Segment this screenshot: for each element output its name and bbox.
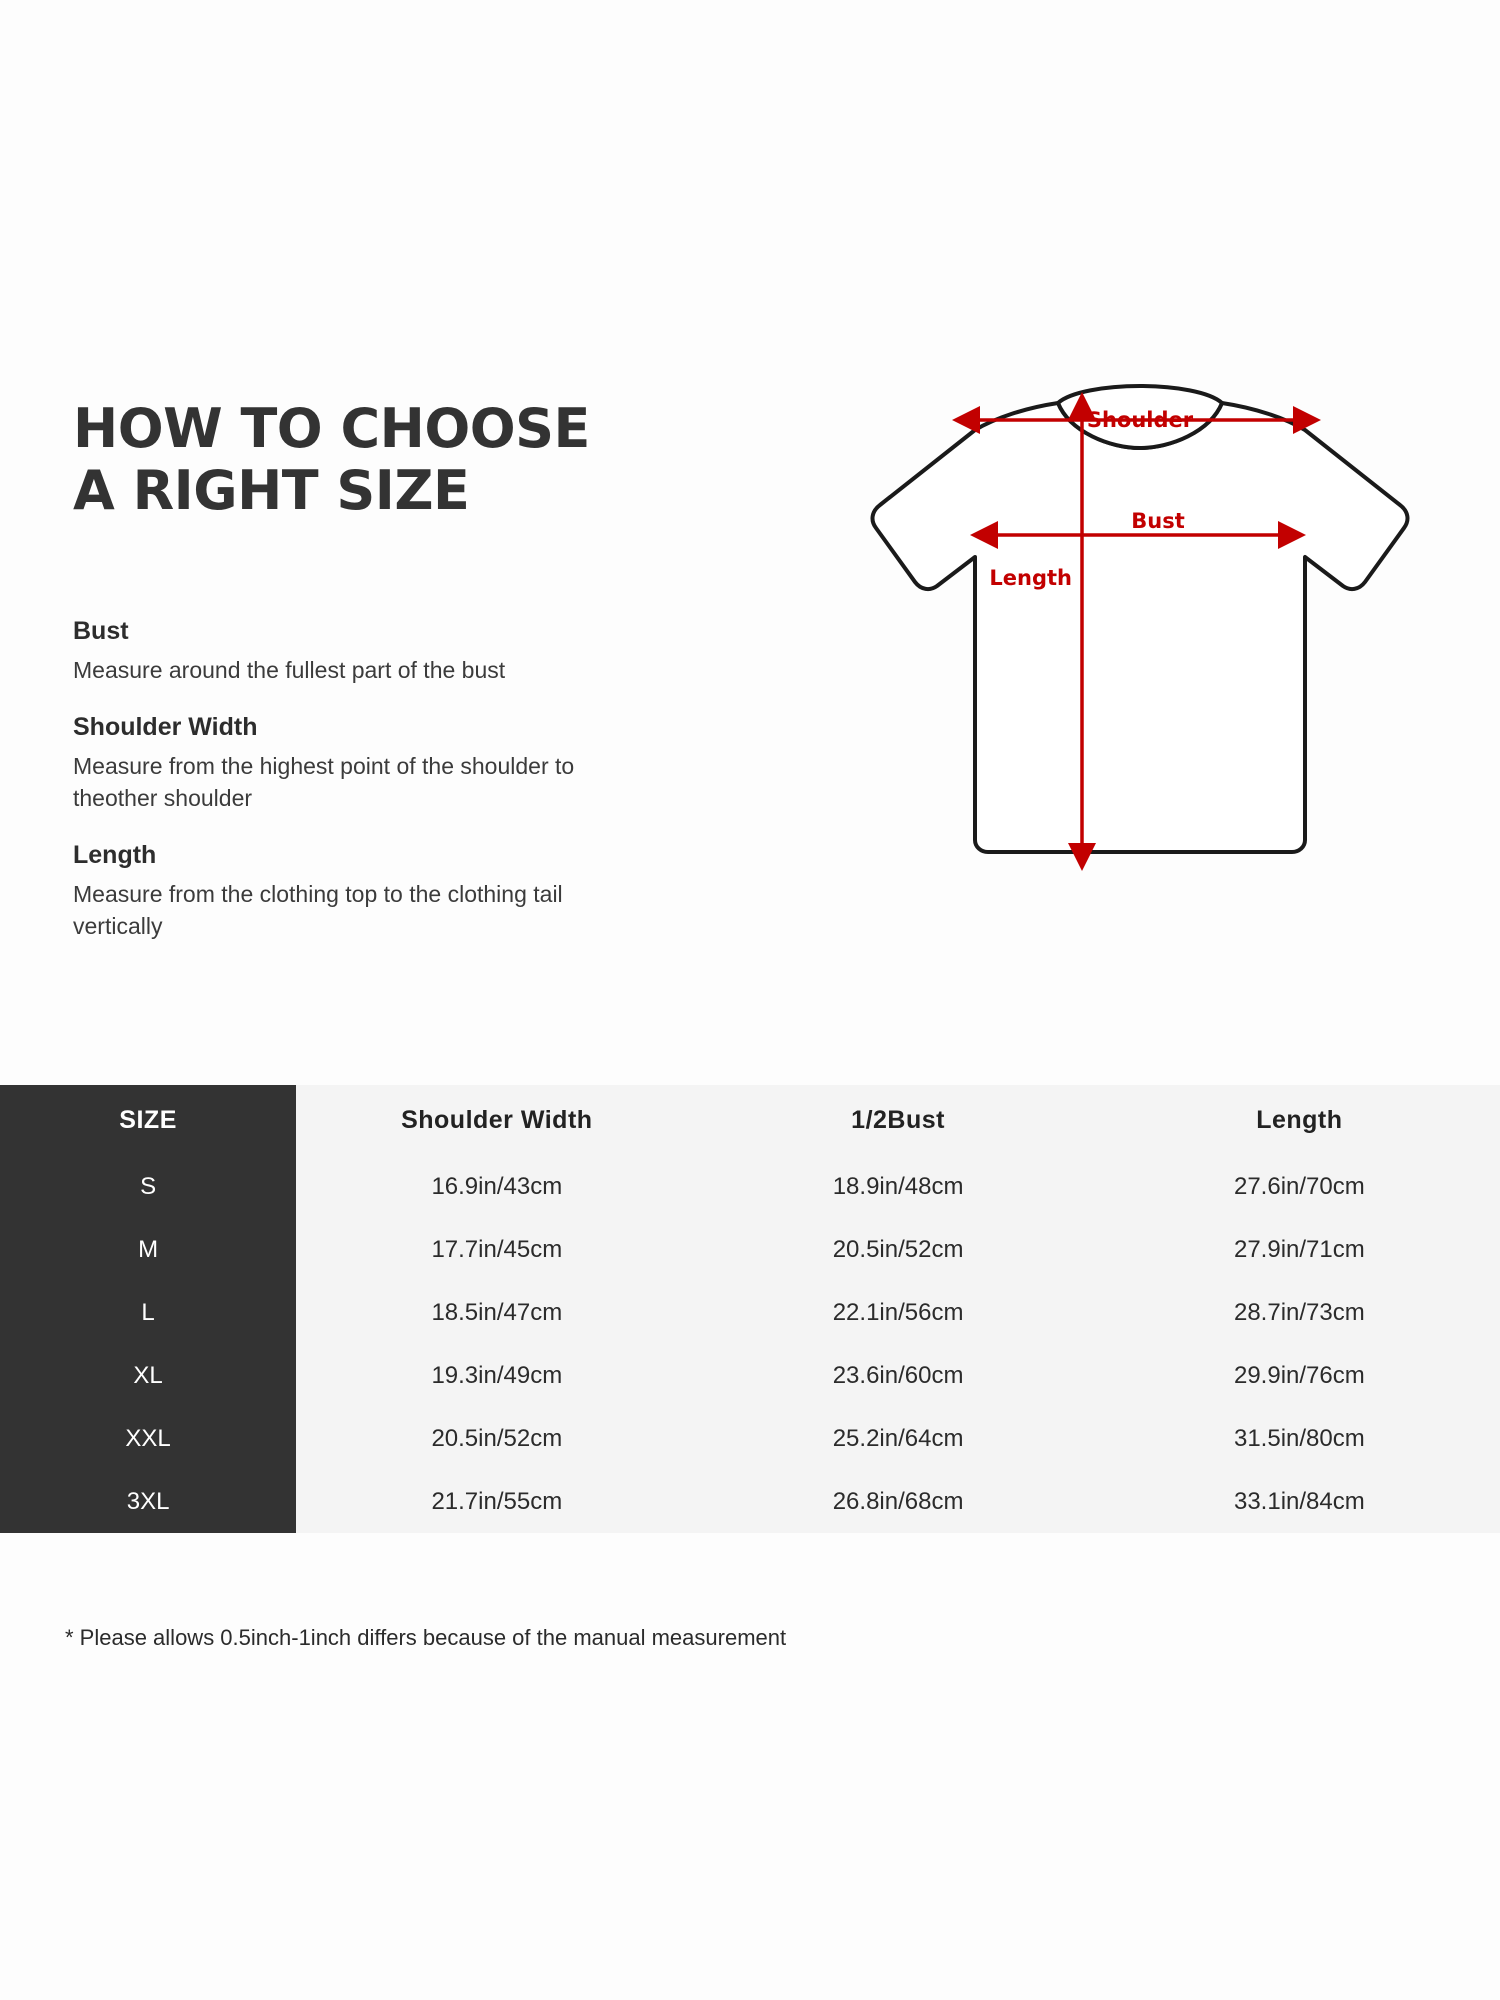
table-row xyxy=(0,1155,1500,1218)
cell-bust: 18.9in/48cm xyxy=(697,1155,1098,1218)
definition-desc-bust: Measure around the fullest part of the bust xyxy=(73,657,506,683)
column-header-half-bust: 1/2Bust xyxy=(697,1085,1098,1155)
cell-bust: 25.2in/64cm xyxy=(697,1407,1098,1470)
shoulder-label: Shoulder xyxy=(1086,408,1194,432)
size-table-head xyxy=(0,1085,1500,1155)
table-header-row xyxy=(0,1085,1500,1155)
column-header-size: SIZE xyxy=(0,1085,296,1155)
measurement-footnote: * Please allows 0.5inch-1inch differs because of the manual measurement xyxy=(65,1625,787,1650)
column-header-shoulder-width: Shoulder Width xyxy=(296,1085,697,1155)
length-label: Length xyxy=(989,566,1072,590)
size-table xyxy=(0,1085,1500,1533)
definitions-list xyxy=(73,616,693,968)
table-row xyxy=(0,1281,1500,1344)
page-title-line1: HOW TO CHOOSE xyxy=(73,397,590,460)
table-row xyxy=(0,1218,1500,1281)
tshirt-svg xyxy=(740,360,1440,1060)
size-table-body xyxy=(0,1155,1500,1533)
table-row xyxy=(0,1407,1500,1470)
tshirt-diagram xyxy=(740,360,1440,1060)
cell-size: XXL xyxy=(0,1407,296,1470)
cell-size: XL xyxy=(0,1344,296,1407)
cell-shoulder: 17.7in/45cm xyxy=(296,1218,697,1281)
definition-desc-length: Measure from the clothing top to the clothing tail vertically xyxy=(73,881,563,939)
table-row xyxy=(0,1344,1500,1407)
tshirt-outline xyxy=(873,386,1408,852)
cell-bust: 23.6in/60cm xyxy=(697,1344,1098,1407)
definition-desc-shoulder-width: Measure from the highest point of the shoulder to theother shoulder xyxy=(73,753,575,811)
definition-term-length: Length xyxy=(73,841,157,869)
cell-shoulder: 19.3in/49cm xyxy=(296,1344,697,1407)
top-section xyxy=(0,360,1500,1080)
cell-bust: 26.8in/68cm xyxy=(697,1470,1098,1533)
cell-length: 33.1in/84cm xyxy=(1099,1470,1500,1533)
bust-label: Bust xyxy=(1131,509,1185,533)
page-title xyxy=(73,398,713,522)
cell-length: 27.6in/70cm xyxy=(1099,1155,1500,1218)
cell-size: 3XL xyxy=(0,1470,296,1533)
column-header-length: Length xyxy=(1099,1085,1500,1155)
cell-length: 28.7in/73cm xyxy=(1099,1281,1500,1344)
cell-size: S xyxy=(0,1155,296,1218)
cell-shoulder: 20.5in/52cm xyxy=(296,1407,697,1470)
cell-length: 27.9in/71cm xyxy=(1099,1218,1500,1281)
cell-bust: 22.1in/56cm xyxy=(697,1281,1098,1344)
cell-shoulder: 21.7in/55cm xyxy=(296,1470,697,1533)
cell-length: 29.9in/76cm xyxy=(1099,1344,1500,1407)
cell-shoulder: 18.5in/47cm xyxy=(296,1281,697,1344)
page-title-line2: A RIGHT SIZE xyxy=(73,459,470,522)
table-row xyxy=(0,1470,1500,1533)
cell-length: 31.5in/80cm xyxy=(1099,1407,1500,1470)
cell-shoulder: 16.9in/43cm xyxy=(296,1155,697,1218)
cell-size: L xyxy=(0,1281,296,1344)
cell-bust: 20.5in/52cm xyxy=(697,1218,1098,1281)
definition-term-bust: Bust xyxy=(73,617,129,645)
size-table-wrapper xyxy=(0,1085,1500,1533)
definition-term-shoulder-width: Shoulder Width xyxy=(73,713,258,741)
cell-size: M xyxy=(0,1218,296,1281)
